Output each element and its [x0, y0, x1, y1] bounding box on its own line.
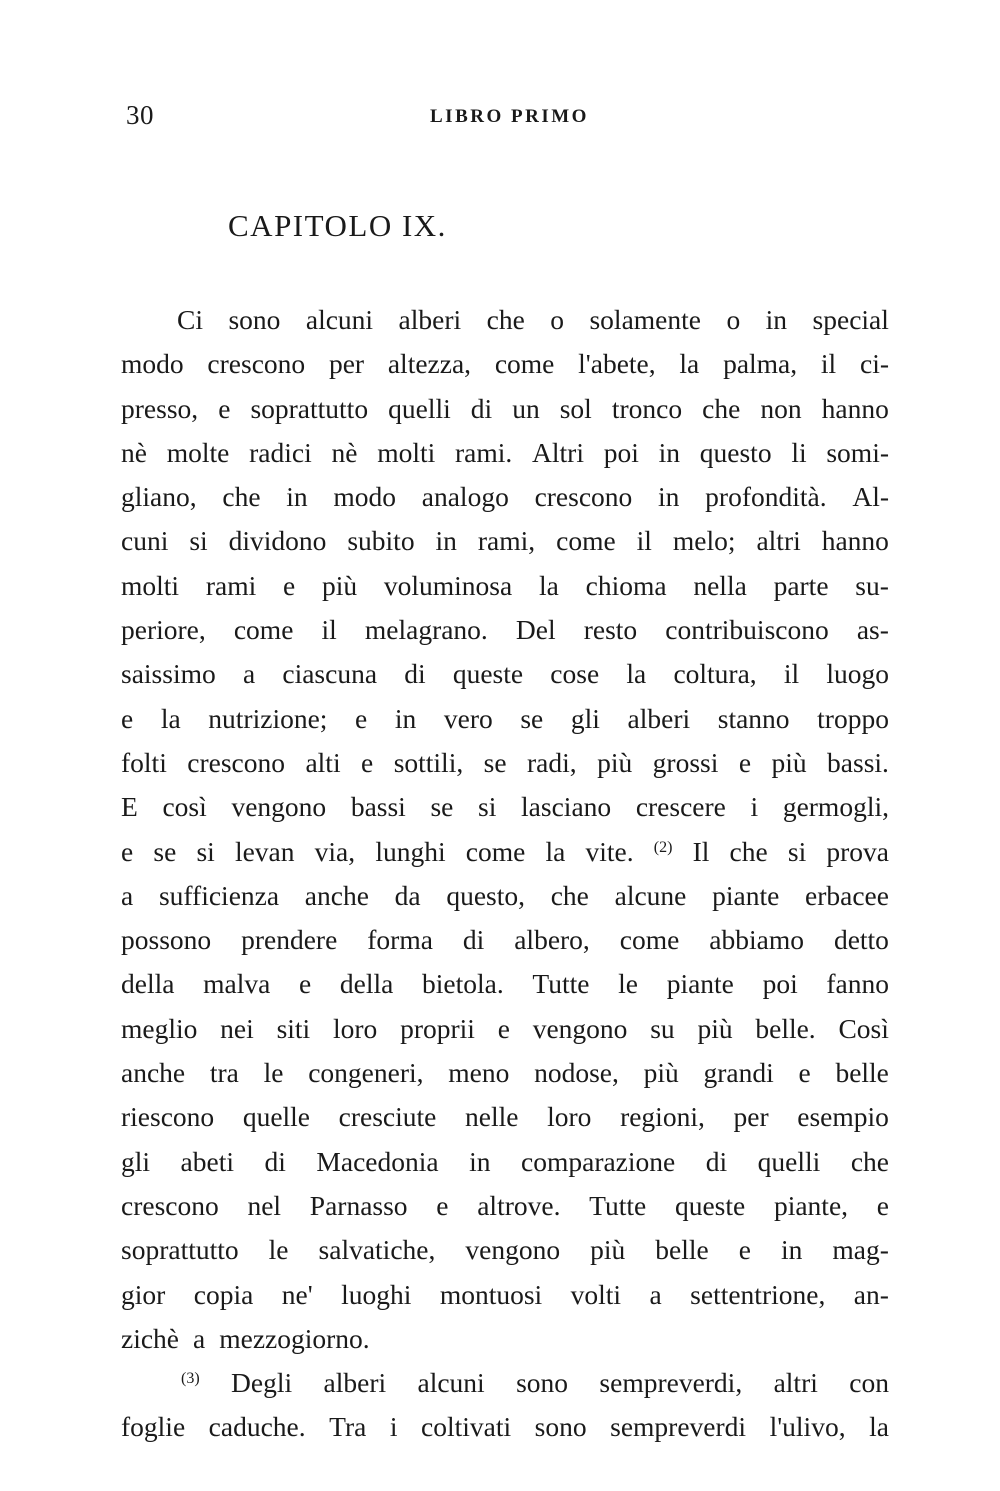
- paragraph: [121, 298, 889, 1361]
- text-line: saissimo a ciascuna di queste cose la coltura, il luogo: [121, 658, 889, 690]
- text-line: gli abeti di Macedonia in comparazione di quelli che: [121, 1145, 889, 1177]
- text-line: possono prendere forma di albero, come abbiamo detto: [121, 924, 889, 956]
- text-line: presso, e soprattutto quelli di un sol tronco che non hanno: [121, 392, 889, 424]
- text-line: e la nutrizione; e in vero se gli alberi stanno troppo: [121, 702, 889, 734]
- paragraph: [121, 1361, 889, 1450]
- page-number: 30: [126, 100, 154, 130]
- text-line: E così vengono bassi se si lasciano crescere i germogli,: [121, 791, 889, 823]
- footnote-marker: (2): [653, 838, 673, 856]
- text-line: riescono quelle cresciute nelle loro regioni, per esempio: [121, 1101, 889, 1133]
- text-line: della malva e della bietola. Tutte le piante poi fanno: [121, 968, 889, 1000]
- text-line: e se si levan via, lunghi come la vite. $^{(2)}$ Il che si prova: [121, 835, 889, 867]
- running-head: [120, 100, 890, 140]
- text-line: gior copia ne' luoghi montuosi volti a settentrione, an-: [121, 1278, 889, 1310]
- text-line: gliano, che in modo analogo crescono in profondità. Al-: [121, 481, 889, 513]
- text-line: folti crescono alti e sottili, se radi, più grossi e più bassi.: [121, 746, 889, 778]
- chapter-heading: CAPITOLO IX.: [228, 208, 447, 243]
- text-line: nè molte radici nè molti rami. Altri poi in questo li somi-: [121, 436, 889, 468]
- text-line: zichè a mezzogiorno.: [121, 1322, 370, 1354]
- text-line: periore, come il melagrano. Del resto contribuiscono as-: [121, 614, 889, 646]
- text-line: molti rami e più voluminosa la chioma nella parte su-: [121, 569, 889, 601]
- running-title: LIBRO PRIMO: [430, 106, 589, 127]
- text-line: Ci sono alcuni alberi che o solamente o in special: [177, 304, 889, 335]
- body-text: [121, 298, 889, 1450]
- text-line: foglie caduche. Tra i coltivati sono sempreverdi l'ulivo, la: [121, 1411, 889, 1443]
- text-line: soprattutto le salvatiche, vengono più belle e in mag-: [121, 1234, 889, 1266]
- text-line: modo crescono per altezza, come l'abete, la palma, il ci-: [121, 348, 889, 380]
- text-line: $^{(3)}$ Degli alberi alcuni sono sempreverdi, altri con: [181, 1367, 889, 1399]
- footnote-marker: (3): [181, 1370, 200, 1388]
- text-line: anche tra le congeneri, meno nodose, più grandi e belle: [121, 1057, 889, 1089]
- text-line: a sufficienza anche da questo, che alcune piante erbacee: [121, 879, 889, 911]
- text-line: meglio nei siti loro proprii e vengono su più belle. Così: [121, 1012, 889, 1044]
- text-line: cuni si dividono subito in rami, come il melo; altri hanno: [121, 525, 889, 557]
- text-line: crescono nel Parnasso e altrove. Tutte queste piante, e: [121, 1189, 889, 1221]
